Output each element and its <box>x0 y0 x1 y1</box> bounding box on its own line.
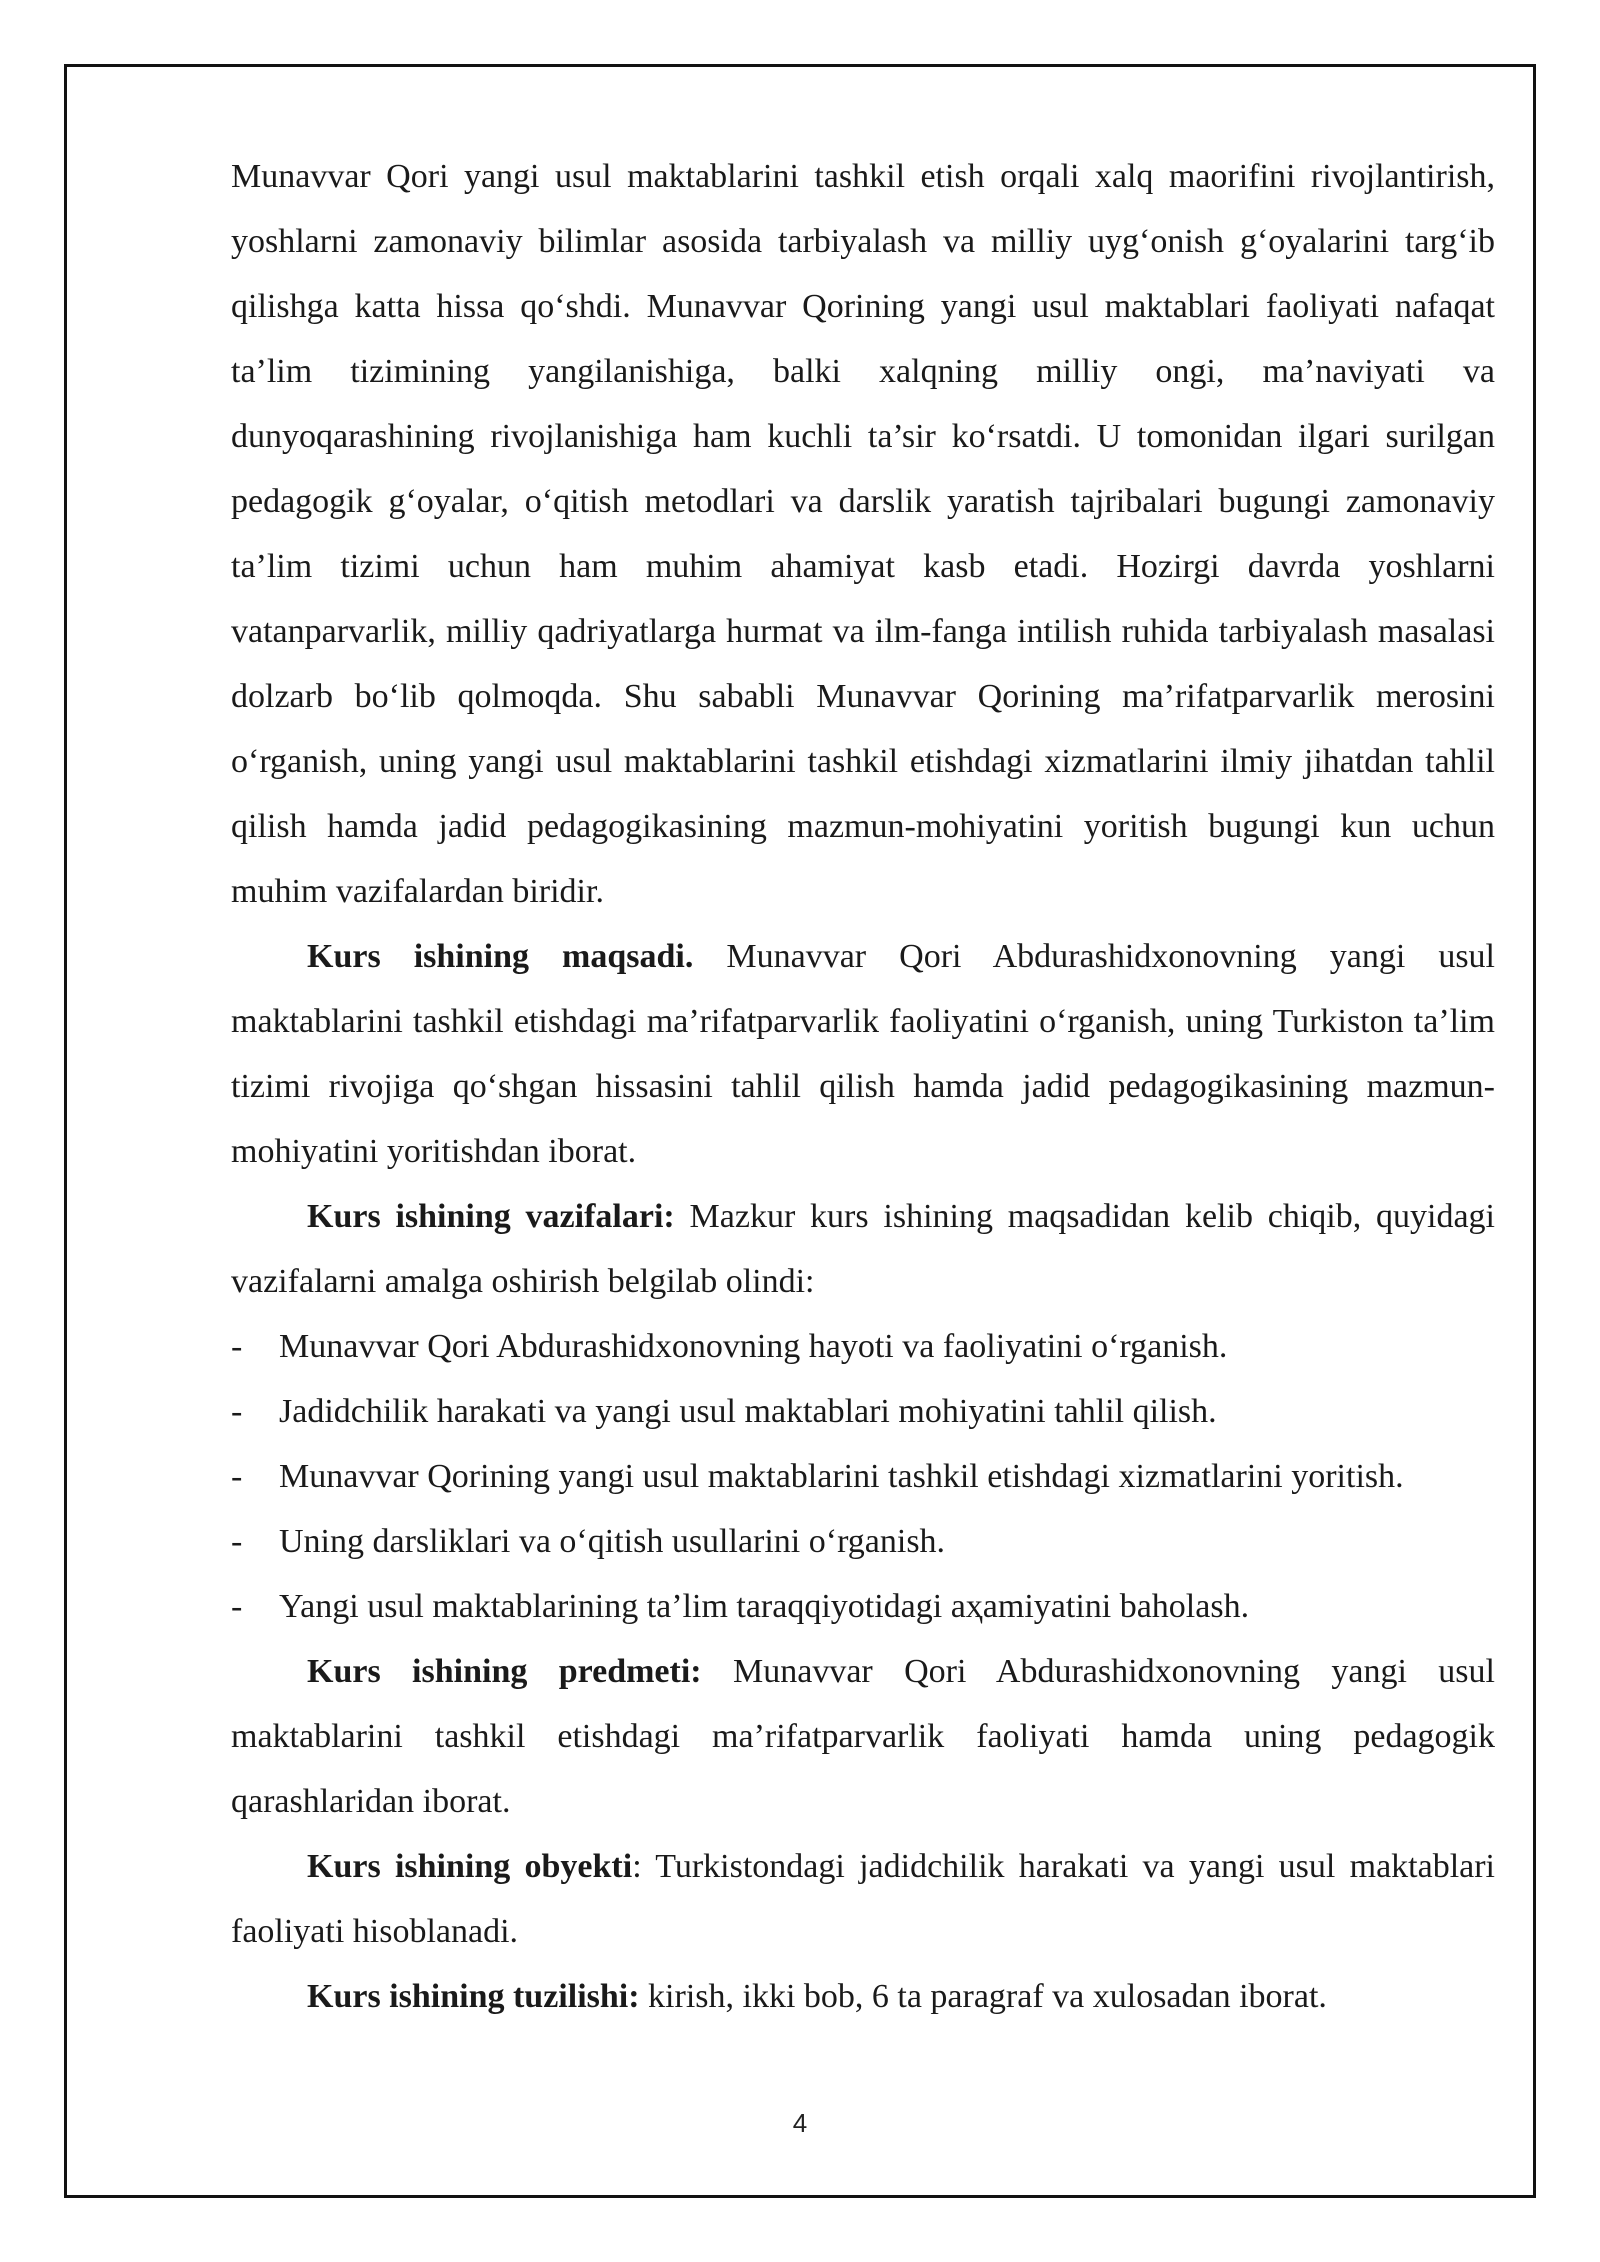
list-item <box>231 1314 1495 1379</box>
subject-label: Kurs ishining predmeti: <box>307 1653 702 1690</box>
task-item-text: Yangi usul maktablarining ta’lim taraqqiyotidagi aҳamiyatini baholash. <box>279 1588 1250 1625</box>
goal-label: Kurs ishining maqsadi. <box>307 938 694 975</box>
tasks-label: Kurs ishining vazifalari: <box>307 1198 675 1235</box>
list-item <box>231 1379 1495 1444</box>
structure-text: kirish, ikki bob, 6 ta paragraf va xulosadan iborat. <box>639 1978 1327 2015</box>
tasks-list <box>231 1314 1495 1639</box>
structure-label: Kurs ishining tuzilishi: <box>307 1978 640 2015</box>
subject-paragraph <box>231 1639 1495 1834</box>
intro-paragraph: Munavvar Qori yangi usul maktablarini tashkil etish orqali xalq maorifini rivojlantirish, yoshlarni zamonaviy bilimlar asosida tarbiyalash va milliy uyg‘onish g‘oyalarini targ‘ib qilishga katta hissa qo‘shdi. Munavvar Qorining yangi usul maktablari faoliyati nafaqat ta’lim tizimining yangilanishiga, balki xalqning milliy ongi, ma’naviyati va dunyoqarashining rivojlanishiga ham kuchli ta’sir ko‘rsatdi. U tomonidan ilgari surilgan pedagogik g‘oyalar, o‘qitish metodlari va darslik yaratish tajribalari bugungi zamonaviy ta’lim tizimi uchun ham muhim ahamiyat kasb etadi. Hozirgi davrda yoshlarni vatanparvarlik, milliy qadriyatlarga hurmat va ilm-fanga intilish ruhida tarbiyalash masalasi dolzarb bo‘lib qolmoqda. Shu sababli Munavvar Qorining ma’rifatparvarlik merosini o‘rganish, uning yangi usul maktablarini tashkil etishdagi xizmatlarini ilmiy jihatdan tahlil qilish hamda jadid pedagogikasining mazmun-mohiyatini yoritish bugungi kun uchun muhim vazifalardan biridir. <box>231 158 1495 910</box>
dash-bullet-icon: - <box>231 1393 243 1430</box>
list-item <box>231 1444 1495 1509</box>
object-label: Kurs ishining obyekti <box>307 1848 633 1885</box>
dash-bullet-icon: - <box>231 1328 243 1365</box>
document-body <box>231 144 1495 2029</box>
tasks-paragraph <box>231 1184 1495 1314</box>
page-number: 4 <box>792 2108 808 2138</box>
goal-paragraph <box>231 924 1495 1184</box>
list-item <box>231 1574 1495 1639</box>
task-item-text: Jadidchilik harakati va yangi usul maktablari mohiyatini tahlil qilish. <box>279 1393 1217 1430</box>
task-item-text: Uning darsliklari va o‘qitish usullarini o‘rganish. <box>279 1523 946 1560</box>
structure-paragraph <box>231 1964 1495 2029</box>
object-paragraph <box>231 1834 1495 1964</box>
goal-text: Munavvar Qori Abdurashidxonovning yangi usul maktablarini tashkil etishdagi ma’rifatparvarlik faoliyatini o‘rganish, uning Turkiston ta’lim tizimi rivojiga qo‘shgan hissasini tahlil qilish hamda jadid pedagogikasining mazmun-mohiyatini yoritishdan iborat. <box>231 938 1495 1170</box>
list-item <box>231 1509 1495 1574</box>
dash-bullet-icon: - <box>231 1588 243 1625</box>
task-item-text: Munavvar Qori Abdurashidxonovning hayoti va faoliyatini o‘rganish. <box>279 1328 1228 1365</box>
dash-bullet-icon: - <box>231 1458 243 1495</box>
object-text: : Turkistondagi jadidchilik harakati va yangi usul maktablari faoliyati hisoblanadi. <box>231 1848 1495 1950</box>
tasks-text: Mazkur kurs ishining maqsadidan kelib chiqib, quyidagi vazifalarni amalga oshirish belgilab olindi: <box>231 1198 1495 1300</box>
dash-bullet-icon: - <box>231 1523 243 1560</box>
subject-text: Munavvar Qori Abdurashidxonovning yangi usul maktablarini tashkil etishdagi ma’rifatparvarlik faoliyati hamda uning pedagogik qarashlaridan iborat. <box>231 1653 1495 1820</box>
task-item-text: Munavvar Qorining yangi usul maktablarini tashkil etishdagi xizmatlarini yoritish. <box>279 1458 1404 1495</box>
